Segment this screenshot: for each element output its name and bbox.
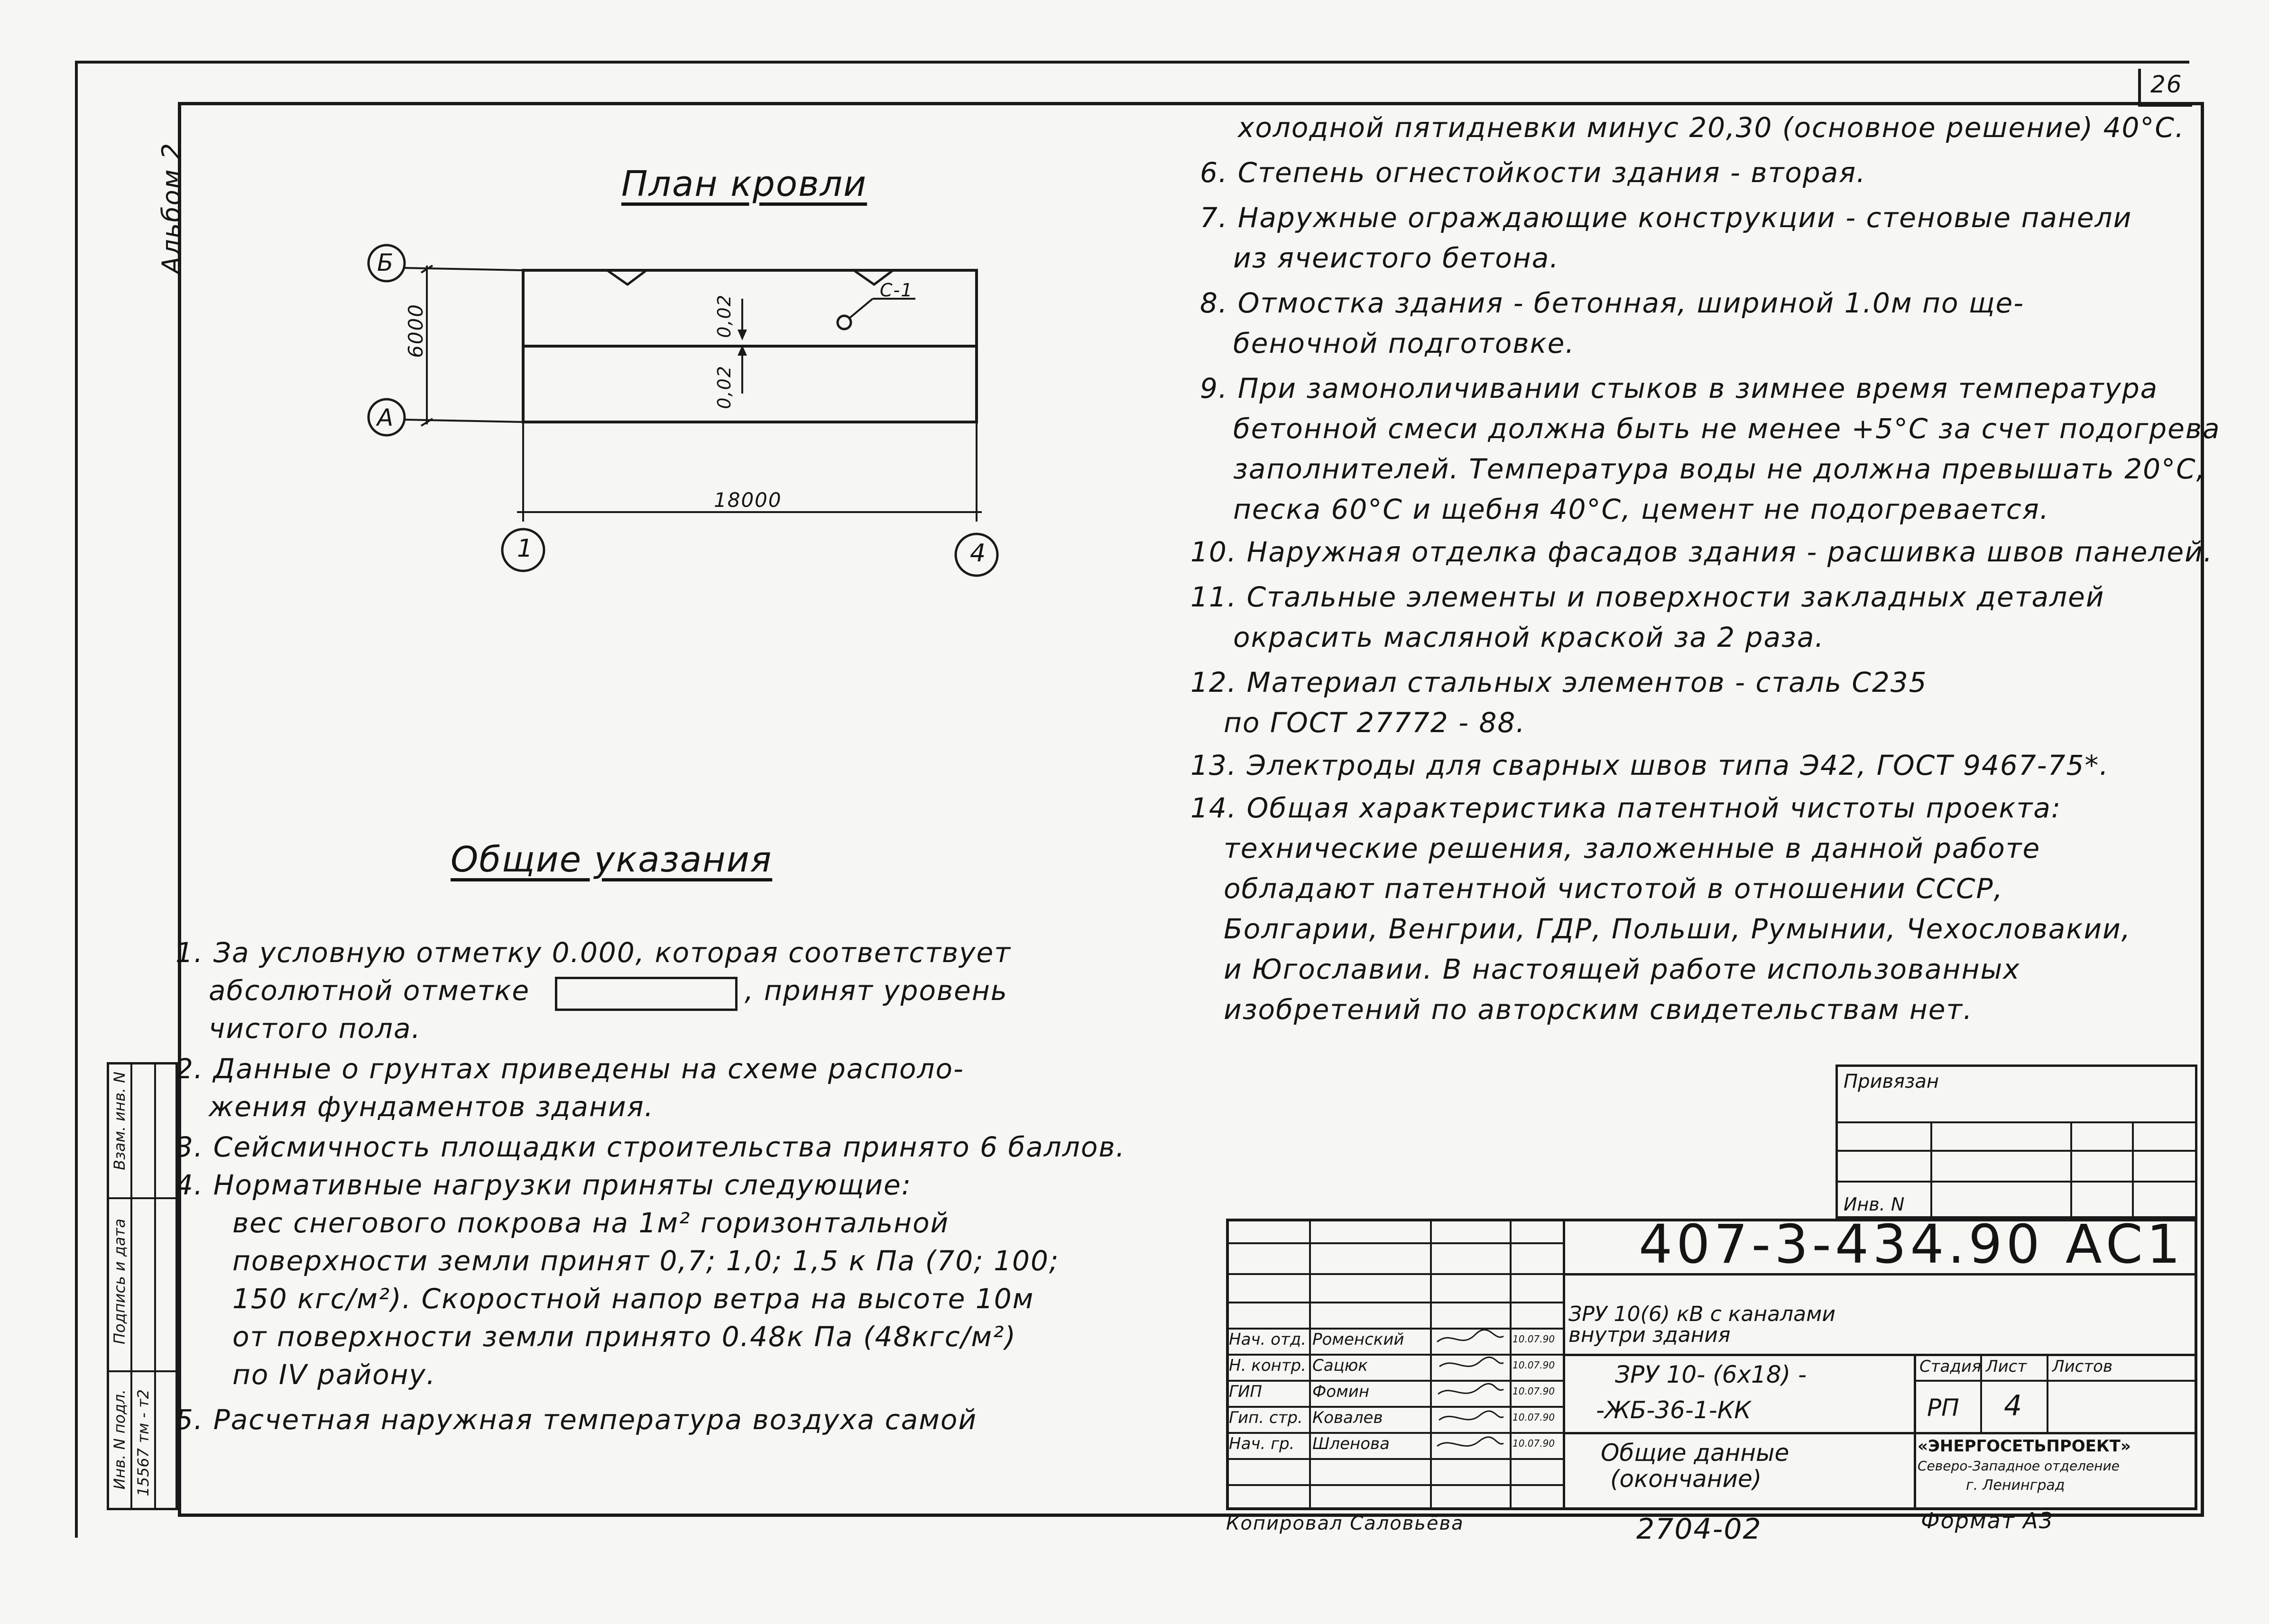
sheet-title-line-1: Общие данные xyxy=(1601,1439,1789,1467)
tied-row-line-3 xyxy=(1838,1181,2195,1183)
copied-by: Копировал Саловьёва xyxy=(1226,1513,1464,1534)
sig-row-line xyxy=(1226,1432,1563,1434)
title-block xyxy=(1226,1214,2197,1510)
note-14-line-1: 14. Общая характеристика патентной чистоты проекта: xyxy=(1190,792,2062,824)
tied-label: Привязан xyxy=(1844,1071,1939,1092)
org-name: «ЭНЕРГОСЕТЬПРОЕКТ» xyxy=(1918,1437,2131,1456)
format-label: Формат А3 xyxy=(1921,1508,2054,1533)
object-code-line-2: -ЖБ-36-1-КК xyxy=(1596,1396,1751,1424)
side-col-line-2 xyxy=(154,1062,156,1510)
side-stamp-block xyxy=(107,1062,178,1510)
role-5: Нач. гр. xyxy=(1229,1434,1295,1453)
note-14-line-2: технические решения, заложенные в данной работе xyxy=(1224,832,2041,864)
sheet-value: 4 xyxy=(2004,1389,2022,1422)
tied-block xyxy=(1835,1064,2197,1219)
signature-2 xyxy=(1439,1357,1503,1367)
title-row-line-2 xyxy=(1563,1354,2197,1356)
title-row-line-3 xyxy=(1563,1432,2197,1434)
stage-row-line xyxy=(1914,1380,2197,1382)
sig-row-line xyxy=(1226,1484,1563,1486)
stage-value: РП xyxy=(1927,1394,1959,1422)
signature-4 xyxy=(1439,1411,1503,1420)
sig-col-line-2 xyxy=(1430,1219,1432,1510)
note-9-line-3: заполнителей. Температура воды не должна превышать 20°С, xyxy=(1233,453,2206,485)
note-4-line-2: вес снегового покрова на 1м² горизонтальной xyxy=(232,1207,950,1239)
tied-row-line-2 xyxy=(1838,1150,2195,1152)
title-col-line-1 xyxy=(1914,1354,1916,1510)
tied-col-line-1 xyxy=(1930,1121,1932,1216)
sig-row-line xyxy=(1226,1458,1563,1460)
signatures-graphic xyxy=(1432,1328,1508,1460)
sig-col-line-1 xyxy=(1309,1219,1311,1510)
general-notes-title: Общие указания xyxy=(451,839,773,880)
sig-row-line xyxy=(1226,1302,1563,1303)
drain-label: С-1 xyxy=(880,280,913,301)
side-sign-label: Подпись и дата xyxy=(111,1219,129,1345)
note-14-line-6: изобретений по авторским свидетельствам нет. xyxy=(1224,993,1973,1026)
document-mark: АС1 xyxy=(2066,1214,2185,1275)
side-inv-label: Инв. N подл. xyxy=(111,1389,129,1490)
axis-a-label: А xyxy=(377,404,395,431)
org-department: Северо-Западное отделение xyxy=(1918,1458,2120,1474)
note-11-line-1: 11. Стальные элементы и поверхности закладных деталей xyxy=(1190,581,2105,613)
name-1: Роменский xyxy=(1312,1330,1404,1349)
signature-5 xyxy=(1437,1437,1503,1446)
sig-col-line-4 xyxy=(1563,1219,1565,1510)
axis-4-label: 4 xyxy=(970,539,987,568)
name-5: Шленова xyxy=(1312,1434,1390,1453)
note-4: 4. Нормативные нагрузки приняты следующие: xyxy=(175,1169,912,1201)
axis-b-line xyxy=(405,268,523,270)
sig-row-line xyxy=(1226,1380,1563,1382)
album-label: Альбом 2 xyxy=(157,142,186,274)
absolute-elevation-box xyxy=(555,977,738,1011)
outer-border-top xyxy=(75,61,2189,64)
sig-col-line-3 xyxy=(1510,1219,1512,1510)
org-city: г. Ленинград xyxy=(1966,1477,2065,1494)
note-4-line-4: 150 кгс/м²). Скоростной напор ветра на высоте 10м xyxy=(232,1283,1034,1315)
note-1-line-1: 1. За условную отметку 0.000, которая соответствует xyxy=(175,936,1012,969)
notch-1 xyxy=(607,270,646,284)
axis-1-label: 1 xyxy=(517,534,534,563)
note-9-line-1: 9. При замоноличивании стыков в зимнее время температура xyxy=(1200,372,2158,404)
sheet-title-line-2: (окончание) xyxy=(1610,1465,1762,1493)
side-row-line-1 xyxy=(107,1197,178,1199)
name-3: Фомин xyxy=(1312,1382,1370,1401)
signature-3 xyxy=(1438,1384,1503,1394)
document-code: 407-3-434.90 xyxy=(1639,1214,2044,1275)
note-1-line-2: абсолютной отметке xyxy=(209,974,530,1007)
date-3: 10.07.90 xyxy=(1513,1385,1555,1397)
inv-label: Инв. N xyxy=(1844,1194,1905,1215)
object-code-line-1: ЗРУ 10- (6х18) - xyxy=(1615,1361,1807,1388)
side-row-line-2 xyxy=(107,1370,178,1372)
sig-row-line xyxy=(1226,1273,1563,1275)
sheet-number-box xyxy=(2138,69,2192,107)
note-7-line-1: 7. Наружные ограждающие конструкции - стеновые панели xyxy=(1200,202,2132,234)
date-1: 10.07.90 xyxy=(1513,1333,1555,1345)
note-11-line-2: окрасить масляной краской за 2 раза. xyxy=(1233,621,1825,653)
note-14-line-3: обладают патентной чистотой в отношении СССР, xyxy=(1224,872,2003,905)
note-12-line-2: по ГОСТ 27772 - 88. xyxy=(1224,706,1526,739)
note-5-line-2: холодной пятидневки минус 20,30 (основное решение) 40°С. xyxy=(1238,111,2185,144)
inventory-number: 2704-02 xyxy=(1636,1513,1762,1546)
date-2: 10.07.90 xyxy=(1513,1359,1555,1371)
sheets-label: Листов xyxy=(2052,1357,2113,1376)
slope-arrowhead-upper xyxy=(738,330,747,340)
tied-col-line-2 xyxy=(2070,1121,2072,1216)
stage-col-line-2 xyxy=(2047,1354,2048,1432)
date-5: 10.07.90 xyxy=(1513,1438,1555,1449)
note-6: 6. Степень огнестойкости здания - вторая. xyxy=(1200,156,1866,189)
note-1-line-4: чистого пола. xyxy=(209,1012,421,1045)
outer-border-left xyxy=(75,61,78,1538)
roof-drain-symbol xyxy=(838,316,851,329)
date-4: 10.07.90 xyxy=(1513,1412,1555,1423)
note-7-line-2: из ячеистого бетона. xyxy=(1233,242,1559,274)
note-3: 3. Сейсмичность площадки строительства принято 6 баллов. xyxy=(175,1131,1125,1163)
tied-row-line-1 xyxy=(1838,1121,2195,1123)
note-4-line-3: поверхности земли принят 0,7; 1,0; 1,5 к Па (70; 100; xyxy=(232,1245,1060,1277)
dim-height-label: 6000 xyxy=(404,303,427,358)
sig-row-line xyxy=(1226,1406,1563,1408)
note-5-line-1: 5. Расчетная наружная температура воздуха самой xyxy=(175,1404,978,1436)
axis-a-line xyxy=(405,420,523,422)
roof-plan-drawing xyxy=(351,228,1015,588)
note-2-line-2: жения фундаментов здания. xyxy=(209,1091,655,1123)
role-1: Нач. отд. xyxy=(1229,1330,1307,1349)
drain-leader xyxy=(850,299,873,318)
roof-plan-title: План кровли xyxy=(621,164,867,204)
slope-lower-label: 0,02 xyxy=(714,365,735,409)
note-1-line-3: , принят уровень xyxy=(745,974,1008,1007)
note-12-line-1: 12. Материал стальных элементов - сталь С235 xyxy=(1190,666,1928,698)
stage-label: Стадия xyxy=(1919,1357,1982,1376)
tied-col-line-3 xyxy=(2132,1121,2134,1216)
note-14-line-4: Болгарии, Венгрии, ГДР, Польши, Румынии, Чехословакии, xyxy=(1224,913,2131,945)
note-2-line-1: 2. Данные о грунтах приведены на схеме располо- xyxy=(175,1053,964,1085)
side-col-line-1 xyxy=(130,1062,132,1510)
note-14-line-5: и Югославии. В настоящей работе использованных xyxy=(1224,953,2020,985)
signature-1 xyxy=(1437,1330,1503,1342)
role-4: Гип. стр. xyxy=(1229,1408,1303,1427)
sig-row-line xyxy=(1226,1354,1563,1356)
project-title: ЗРУ 10(6) кВ с каналами внутри здания xyxy=(1568,1302,1835,1347)
note-8-line-2: беночной подготовке. xyxy=(1233,327,1575,359)
side-replace-label: Взам. инв. N xyxy=(111,1072,129,1170)
sheet-label: Лист xyxy=(1986,1357,2027,1376)
sig-row-line xyxy=(1226,1242,1563,1244)
note-8-line-1: 8. Отмостка здания - бетонная, шириной 1.0м по ще- xyxy=(1200,287,2025,319)
sheet-number: 26 xyxy=(2150,71,2183,98)
note-4-line-5: от поверхности земли принято 0.48к Па (48кгс/м²) xyxy=(232,1321,1016,1353)
role-2: Н. контр. xyxy=(1229,1356,1306,1375)
dim-width-label: 18000 xyxy=(714,488,782,512)
note-4-line-6: по IV району. xyxy=(232,1358,436,1391)
signature-grid xyxy=(1226,1219,1563,1510)
side-inv-value: 15567 тм - т2 xyxy=(134,1389,152,1496)
axis-b-label: Б xyxy=(377,249,395,276)
sig-row-line xyxy=(1226,1328,1563,1330)
note-10: 10. Наружная отделка фасадов здания - расшивка швов панелей. xyxy=(1190,536,2214,568)
role-3: ГИП xyxy=(1229,1382,1262,1401)
note-9-line-4: песка 60°С и щебня 40°С, цемент не подогревается. xyxy=(1233,493,2050,525)
slope-upper-label: 0,02 xyxy=(714,294,735,338)
name-4: Ковалев xyxy=(1312,1408,1383,1427)
note-13: 13. Электроды для сварных швов типа Э42, ГОСТ 9467-75*. xyxy=(1190,749,2109,781)
name-2: Сацюк xyxy=(1312,1356,1368,1375)
note-9-line-2: бетонной смеси должна быть не менее +5°С за счет подогрева xyxy=(1233,413,2221,445)
